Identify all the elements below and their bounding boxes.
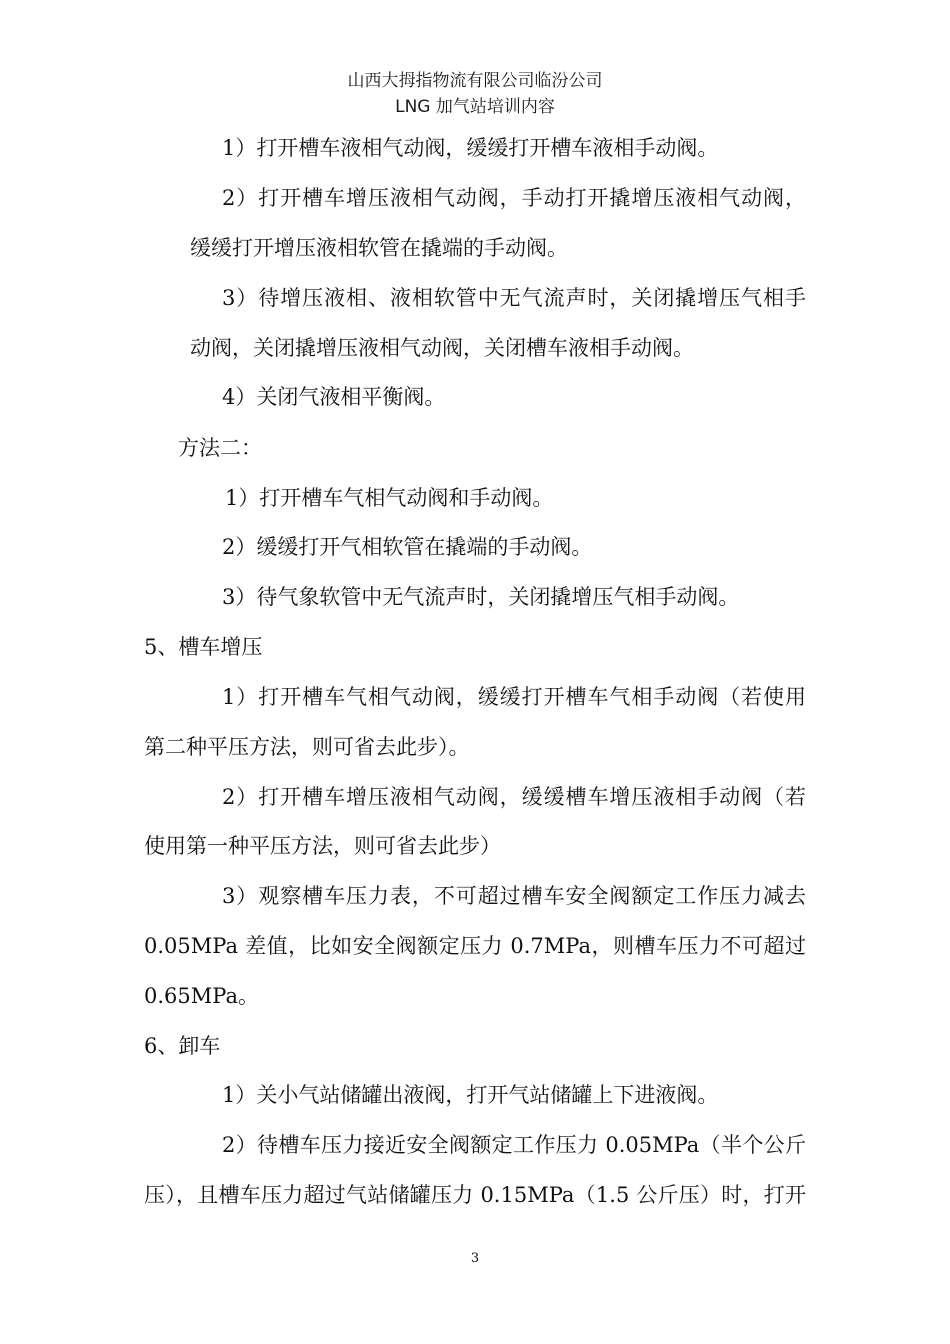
text-line: 压），且槽车压力超过气站储罐压力 0.15MPa（1.5 公斤压）时，打开	[144, 1183, 806, 1207]
section-heading: 6、卸车	[144, 1034, 221, 1058]
text-line: 1）关小气站储罐出液阀，打开气站储罐上下进液阀。	[222, 1083, 719, 1107]
text-line: 2）缓缓打开气相软管在撬端的手动阀。	[222, 535, 593, 559]
text-line: 1）打开槽车气相气动阀，缓缓打开槽车气相手动阀（若使用	[222, 685, 806, 709]
page-number: 3	[470, 1251, 480, 1266]
text-line: 3）待增压液相、液相软管中无气流声时，关闭撬增压气相手	[222, 286, 806, 310]
text-line: 缓缓打开增压液相软管在撬端的手动阀。	[190, 236, 568, 260]
text-line: 0.05MPa 差值，比如安全阀额定压力 0.7MPa，则槽车压力不可超过	[144, 934, 806, 958]
text-line: 2）待槽车压力接近安全阀额定工作压力 0.05MPa（半个公斤	[222, 1133, 806, 1157]
text-line: 使用第一种平压方法，则可省去此步）	[144, 834, 501, 858]
text-line: 1）打开槽车液相气动阀，缓缓打开槽车液相手动阀。	[222, 136, 719, 160]
text-line: 0.65MPa。	[144, 984, 259, 1008]
text-line: 1）打开槽车气相气动阀和手动阀。	[225, 486, 554, 510]
text-line: 第二种平压方法，则可省去此步）。	[144, 735, 470, 759]
text-line: 4）关闭气液相平衡阀。	[222, 385, 446, 409]
page-header	[0, 68, 950, 120]
text-line: 2）打开槽车增压液相气动阀，缓缓槽车增压液相手动阀（若	[222, 785, 806, 809]
text-line: 3）待气象软管中无气流声时，关闭撬增压气相手动阀。	[222, 585, 740, 609]
text-line: 动阀，关闭撬增压液相气动阀，关闭槽车液相手动阀。	[190, 336, 694, 360]
text-line: 3）观察槽车压力表，不可超过槽车安全阀额定工作压力减去	[222, 884, 806, 908]
section-heading: 5、槽车增压	[144, 635, 263, 659]
text-line: 方法二：	[178, 436, 262, 460]
company-name: 山西大拇指物流有限公司临汾公司	[347, 71, 603, 91]
text-line: 2）打开槽车增压液相气动阀，手动打开撬增压液相气动阀，	[222, 186, 806, 210]
document-subtitle: LNG 加气站培训内容	[395, 97, 555, 117]
